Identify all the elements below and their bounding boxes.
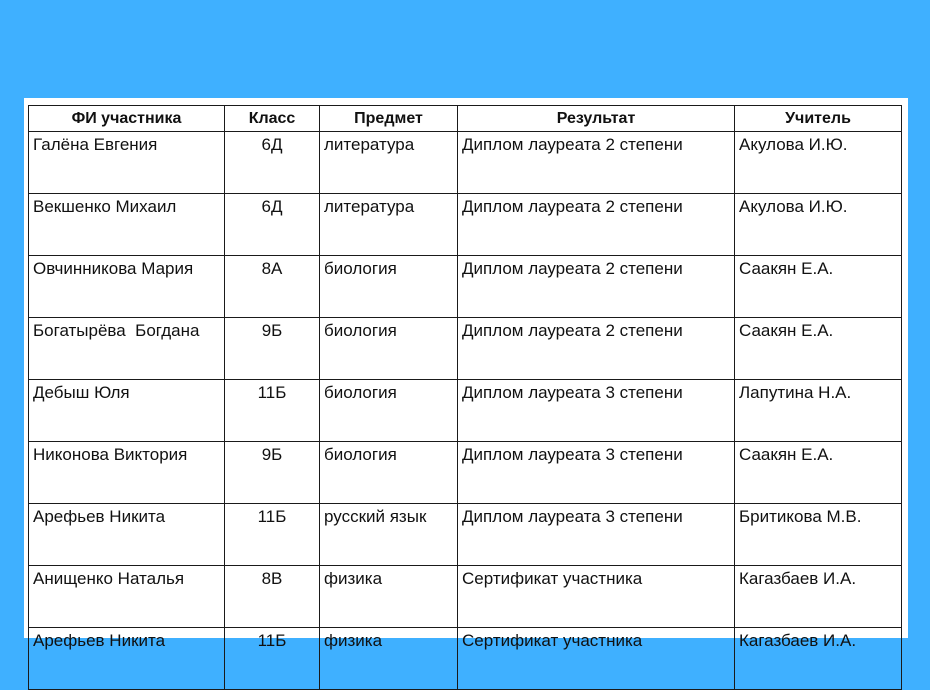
cell-teacher: Лапутина Н.А. [735, 380, 902, 442]
cell-teacher: Кагазбаев И.А. [735, 566, 902, 628]
table-row [29, 628, 902, 690]
cell-subject: биология [320, 318, 458, 380]
table-row [29, 442, 902, 504]
cell-subject: физика [320, 628, 458, 690]
cell-class: 11Б [225, 380, 320, 442]
cell-result: Диплом лауреата 2 степени [458, 318, 735, 380]
cell-participant: Векшенко Михаил [29, 194, 225, 256]
table-row [29, 318, 902, 380]
cell-teacher: Саакян Е.А. [735, 442, 902, 504]
cell-teacher: Саакян Е.А. [735, 318, 902, 380]
cell-subject: литература [320, 132, 458, 194]
cell-teacher: Кагазбаев И.А. [735, 628, 902, 690]
header-teacher: Учитель [735, 106, 902, 132]
cell-result: Сертификат участника [458, 566, 735, 628]
cell-participant: Арефьев Никита [29, 628, 225, 690]
cell-subject: биология [320, 380, 458, 442]
cell-subject: биология [320, 442, 458, 504]
cell-participant: Галёна Евгения [29, 132, 225, 194]
cell-subject: литература [320, 194, 458, 256]
header-subject: Предмет [320, 106, 458, 132]
cell-class: 6Д [225, 194, 320, 256]
cell-class: 8В [225, 566, 320, 628]
cell-participant: Овчинникова Мария [29, 256, 225, 318]
cell-result: Диплом лауреата 3 степени [458, 504, 735, 566]
cell-result: Диплом лауреата 2 степени [458, 132, 735, 194]
cell-result: Диплом лауреата 2 степени [458, 256, 735, 318]
cell-class: 11Б [225, 628, 320, 690]
header-result: Результат [458, 106, 735, 132]
cell-teacher: Акулова И.Ю. [735, 194, 902, 256]
header-class: Класс [225, 106, 320, 132]
cell-class: 8А [225, 256, 320, 318]
results-table [28, 105, 902, 690]
cell-class: 11Б [225, 504, 320, 566]
cell-class: 9Б [225, 318, 320, 380]
cell-result: Сертификат участника [458, 628, 735, 690]
table-row [29, 566, 902, 628]
table-row [29, 380, 902, 442]
table-header-row [29, 106, 902, 132]
cell-subject: русский язык [320, 504, 458, 566]
cell-subject: биология [320, 256, 458, 318]
cell-result: Диплом лауреата 3 степени [458, 380, 735, 442]
document-sheet [24, 98, 908, 650]
table-row [29, 504, 902, 566]
cell-participant: Богатырёва Богдана [29, 318, 225, 380]
cell-participant: Арефьев Никита [29, 504, 225, 566]
cell-class: 6Д [225, 132, 320, 194]
cell-class: 9Б [225, 442, 320, 504]
cell-participant: Никонова Виктория [29, 442, 225, 504]
cell-teacher: Саакян Е.А. [735, 256, 902, 318]
header-participant: ФИ участника [29, 106, 225, 132]
table-row [29, 194, 902, 256]
cell-teacher: Бритикова М.В. [735, 504, 902, 566]
cell-teacher: Акулова И.Ю. [735, 132, 902, 194]
cell-result: Диплом лауреата 2 степени [458, 194, 735, 256]
table-row [29, 256, 902, 318]
cell-result: Диплом лауреата 3 степени [458, 442, 735, 504]
cell-participant: Дебыш Юля [29, 380, 225, 442]
cell-participant: Анищенко Наталья [29, 566, 225, 628]
table-row [29, 132, 902, 194]
cell-subject: физика [320, 566, 458, 628]
